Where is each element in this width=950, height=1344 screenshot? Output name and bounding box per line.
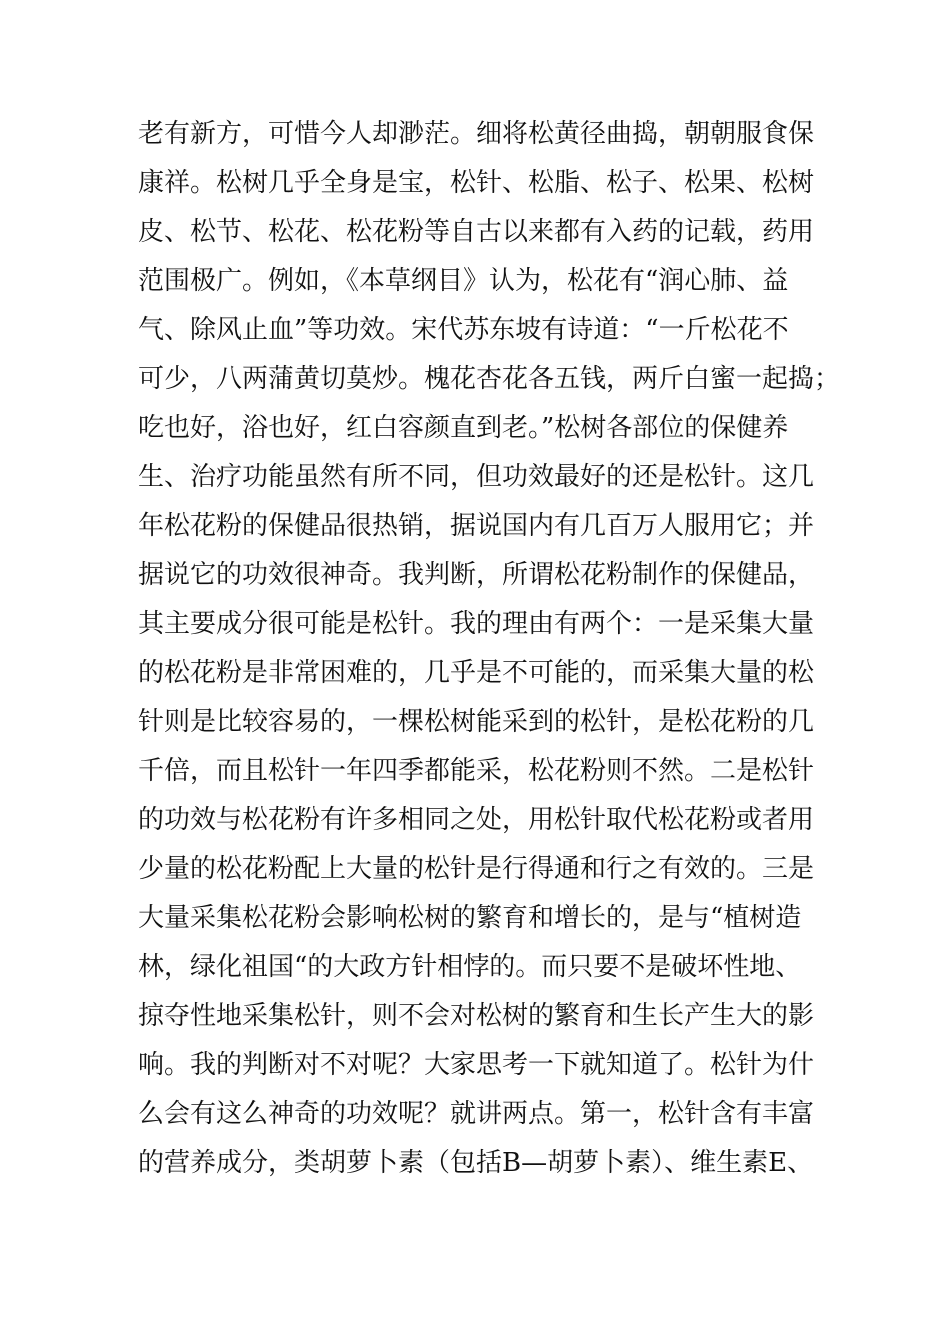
- text-line: 响。我的判断对不对呢？大家思考一下就知道了。松针为什: [138, 1050, 815, 1080]
- text-line: 针则是比较容易的，一棵松树能采到的松针，是松花粉的几: [138, 707, 815, 737]
- text-line: 少量的松花粉配上大量的松针是行得通和行之有效的。三是: [138, 854, 815, 884]
- text-line: 年松花粉的保健品很热销，据说国内有几百万人服用它；并: [138, 511, 815, 541]
- text-line: 皮、松节、松花、松花粉等自古以来都有入药的记载，药用: [138, 217, 815, 247]
- text-line: 可少，八两蒲黄切莫炒。槐花杏花各五钱，两斤白蜜一起捣；: [138, 364, 841, 394]
- text-line: 的松花粉是非常困难的，几乎是不可能的，而采集大量的松: [138, 658, 815, 688]
- text-line: 掠夺性地采集松针，则不会对松树的繁育和生长产生大的影: [138, 1001, 815, 1031]
- text-line: 的功效与松花粉有许多相同之处，用松针取代松花粉或者用: [138, 805, 815, 835]
- text-line: 生、治疗功能虽然有所不同，但功效最好的还是松针。这几: [138, 462, 815, 492]
- text-line: 大量采集松花粉会影响松树的繁育和增长的，是与“植树造: [138, 903, 802, 933]
- text-line: 气、除风止血”等功效。宋代苏东坡有诗道：“一斤松花不: [138, 315, 789, 345]
- text-line: 康祥。松树几乎全身是宝，松针、松脂、松子、松果、松树: [138, 168, 815, 198]
- text-line: 据说它的功效很神奇。我判断，所谓松花粉制作的保健品，: [138, 560, 815, 590]
- text-line: 林，绿化祖国“的大政方针相悖的。而只要不是破坏性地、: [138, 952, 802, 982]
- text-line: 范围极广。例如，《本草纲目》认为，松花有“润心肺、益: [138, 266, 789, 296]
- text-line: 的营养成分，类胡萝卜素（包括Β—胡萝卜素）、维生素Ε、: [138, 1148, 814, 1178]
- body-text: [138, 110, 841, 1188]
- text-line: 吃也好，浴也好，红白容颜直到老。”松树各部位的保健养: [138, 413, 789, 443]
- text-line: 千倍，而且松针一年四季都能采，松花粉则不然。二是松针: [138, 756, 815, 786]
- text-line: 老有新方，可惜今人却渺茫。细将松黄径曲捣，朝朝服食保: [138, 119, 815, 149]
- text-line: 么会有这么神奇的功效呢？就讲两点。第一，松针含有丰富: [138, 1099, 815, 1129]
- text-line: 其主要成分很可能是松针。我的理由有两个：一是采集大量: [138, 609, 815, 639]
